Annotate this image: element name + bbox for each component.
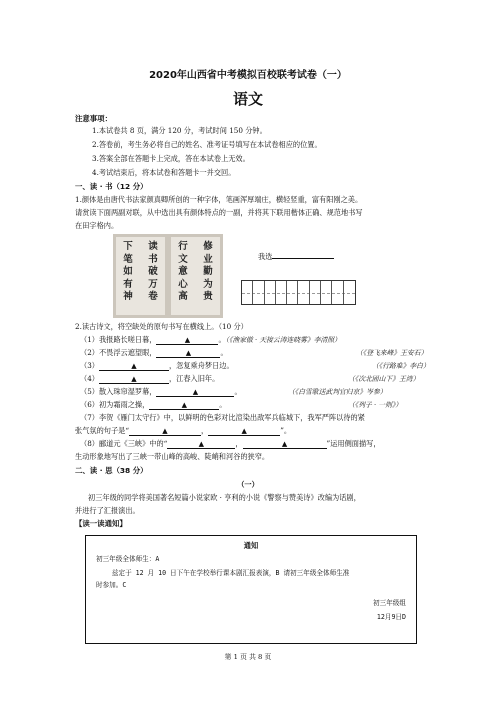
answer-blank[interactable]: ▲ [99,362,169,371]
q8-line-2: 生动形象地写出了三峡一带山峰的高峻、陡峭和河谷的狭窄。 [75,452,270,461]
poem-item-4: （4） ▲ ，江春入旧年。 [80,374,220,383]
q1-text-line: 1.颜体是由唐代书法家颜真卿所创的一种字体，笔画浑厚端庄，横轻竖重，富有阳刚之美。 [75,195,363,204]
intro-text-line: 并进行了汇报演出。 [75,506,140,515]
notice-title: 通知 [243,541,259,550]
couplet-b-line-1: 修 业 勤 为 贵 [203,241,213,302]
couplet-a-line-2: 下 笔 如 有 神 [123,241,133,302]
answer-blank[interactable]: ▲ [156,349,220,358]
poem-source: （《登飞来峰》王安石） [356,349,428,357]
poem-item-1: （1）我报路长嗟日暮， ▲ 。（《渔家傲 · 天接云涛连晓雾》李清照） [80,335,341,344]
part-heading: （一） [237,480,259,489]
section2-heading: 二、读 · 思（38 分） [75,466,148,475]
choose-label: 我选 [258,250,334,262]
answer-blank[interactable]: ▲ [129,427,201,436]
page-number: 第 1 页 共 8 页 [224,653,272,661]
q8-line-1: （8）郦道元《三峡》中的“ ▲ ， ▲ ”运用侧面描写， [80,439,381,448]
notes-heading: 注意事项： [75,114,112,123]
subject-title: 语文 [232,90,263,108]
intro-text-line: 初三年级的同学将美国著名短篇小说家欧 · 亨利的小说《警察与赞美诗》改编为话剧， [88,493,361,502]
section1-heading: 一、读 · 书（12 分） [75,182,148,191]
couplet-b-panel [171,237,220,315]
answer-blank[interactable]: ▲ [149,401,219,410]
exam-title: 2020年山西省中考模拟百校联考试卷（一） [149,70,347,81]
notice-date: 12月9日D [376,613,406,621]
couplet-b-line-2: 行 文 意 心 高 [178,241,188,302]
poem-source: （《行路难》李白） [372,362,430,370]
couplet-a-line-1: 读 书 破 万 卷 [148,241,158,302]
answer-blank[interactable]: ▲ [208,427,280,436]
calligraphy-couplet-image [113,234,223,318]
note-item: 2.答卷前，考生务必将自己的姓名、准考证号填写在本试卷相应的位置。 [92,140,322,149]
answer-blank[interactable]: ▲ [156,388,234,397]
answer-blank[interactable]: ▲ [243,440,327,449]
q2-intro: 2.读古诗文，将空缺处的原句书写在横线上。（10 分） [75,322,248,331]
q1-text-line: 请赏读下面两副对联，从中选出具有颜体特点的一副，并将其下联用楷体正确、规范地书写 [75,208,363,217]
poem-item-5: （5）散入珠帘湿罗幕， ▲ 。 [80,387,242,396]
poem-item-6: （6）初为霜雨之操， ▲ 。 [80,400,227,409]
couplet-a-panel [116,237,165,315]
notice-signature: 初三年级组 [373,599,406,607]
notice-body-line: 时参加。C [96,581,127,589]
q1-text-line: 在田字格内。 [75,221,119,230]
notice-body-line: 兹定于 12 月 10 日下午在学校举行课本剧汇报表演，B 请初三年级全体师生准 [96,569,350,577]
q7-text: （7）李贺《雁门太守行》中，以鲜明的色彩对比渲染出敌军兵临城下，我军严阵以待的紧 [80,413,365,422]
note-item: 3.答案全部在答题卡上完成，答在本试卷上无效。 [92,154,250,163]
note-item: 4.考试结束后，将本试卷和答题卡一并交回。 [92,168,236,177]
notice-box [85,535,417,644]
poem-item-3: （3） ▲ ，忽复乘舟梦日边。 [80,361,234,370]
notice-greeting: 初三年级全体师生：A [96,555,160,563]
poem-source: （《白雪歌送武判官归京》岑参） [288,388,387,396]
answer-blank[interactable]: ▲ [167,440,235,449]
poem-item-2: （2）不畏浮云遮望眼， ▲ 。 [80,348,228,357]
q7-line-2: 张气氛的句子是“ ▲ ， ▲ ”。 [75,426,292,435]
note-item: 1.本试卷共 8 页，满分 120 分，考试时间 150 分钟。 [92,126,267,135]
tianzige-writing-grid[interactable] [241,280,356,305]
poem-source: （《次北固山下》王湾） [348,375,420,383]
poem-source: （《列子 · 一则》） [348,401,403,409]
answer-blank[interactable]: ▲ [99,375,169,384]
sub-heading: 【读一读通知】 [75,519,127,528]
choose-blank[interactable] [272,250,334,259]
answer-blank[interactable]: ▲ [156,336,218,345]
